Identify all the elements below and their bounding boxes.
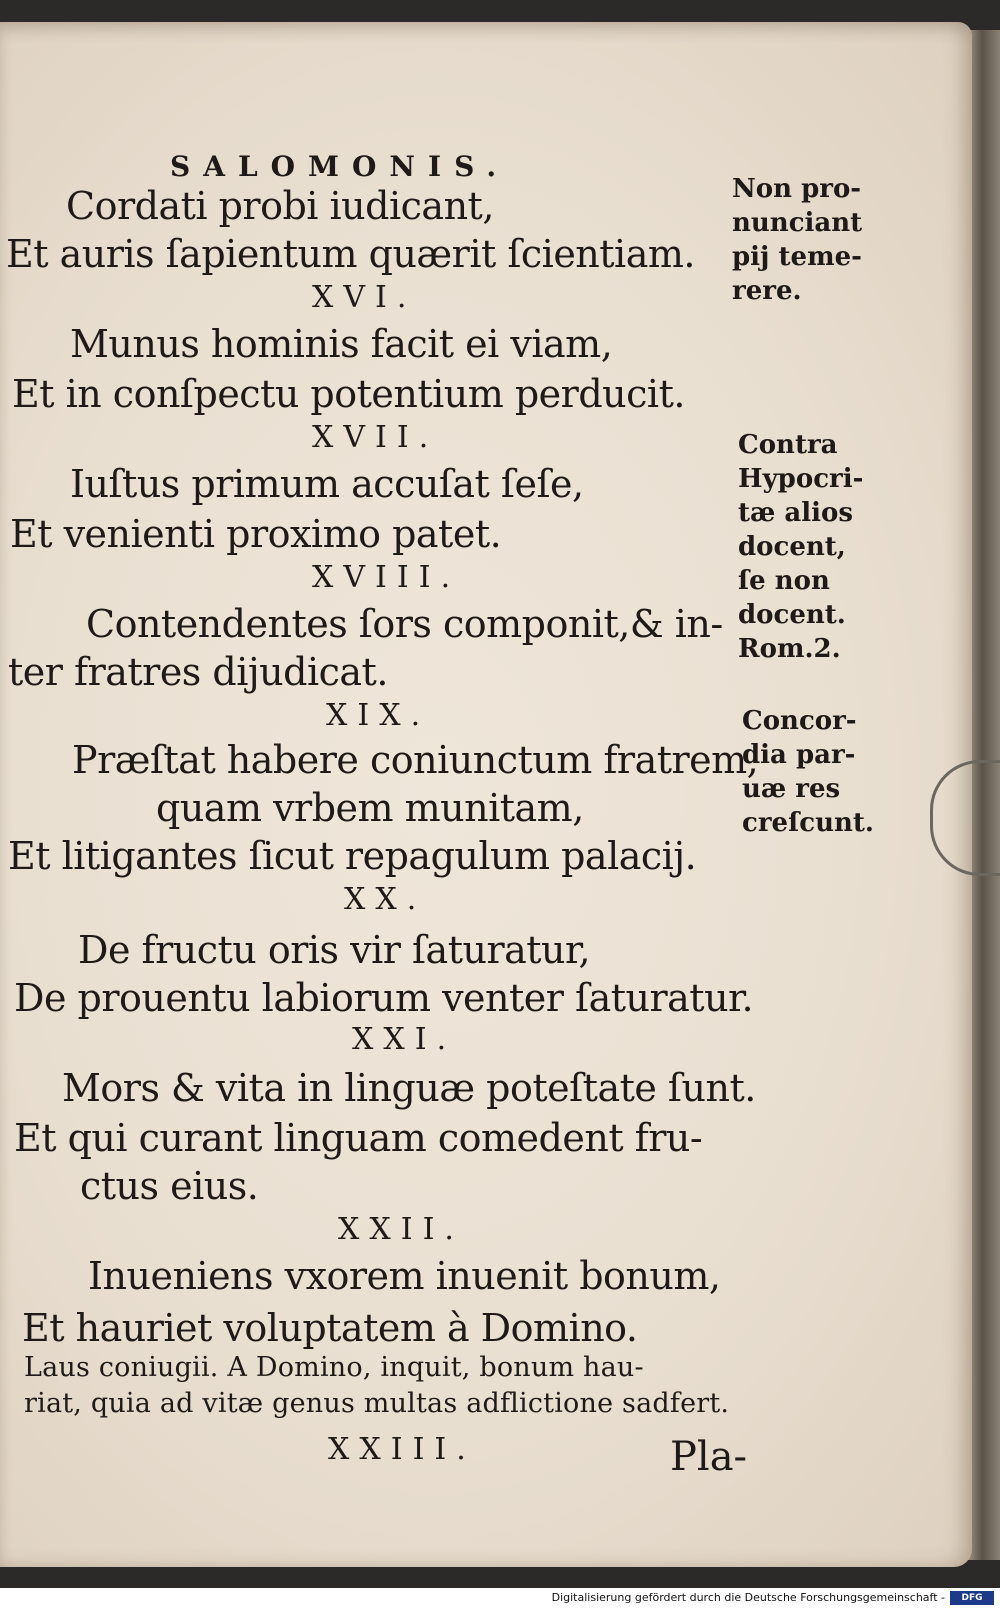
- funding-credit: Digitalisierung gefördert durch die Deutsche Forschungsgemeinschaft -: [551, 1591, 945, 1604]
- verse-line: ctus eius.: [80, 1164, 259, 1208]
- book-page: [0, 22, 972, 1567]
- verse-line: quam vrbem munitam,: [156, 786, 584, 830]
- verse-numeral: XVI.: [312, 280, 417, 315]
- verse-line: Et in conſpectu potentium perducit.: [12, 372, 685, 416]
- verse-line: Et litigantes ſicut repagulum palacij.: [8, 834, 697, 878]
- verse-line: Præſtat habere coniunctum fratrem,: [72, 738, 759, 782]
- verse-line: Munus hominis facit ei viam,: [70, 322, 613, 366]
- running-title: SALOMONIS.: [170, 150, 510, 183]
- marginal-note: [738, 428, 863, 666]
- marginal-note-line: docent,: [738, 532, 846, 562]
- marginal-note-line: creſcunt.: [742, 808, 874, 838]
- verse-numeral: XVII.: [312, 420, 439, 455]
- marginal-note-line: tæ alios: [738, 498, 853, 528]
- marginal-note-line: Hypocri-: [738, 464, 864, 494]
- verse-numeral: XIX.: [326, 698, 431, 733]
- catchword: Pla-: [670, 1434, 748, 1480]
- verse-numeral: XVIII.: [312, 560, 461, 595]
- commentary-line: riat, quia ad vitæ genus multas adflictione sadfert.: [24, 1388, 730, 1419]
- verse-line: Iuſtus primum accuſat ſeſe,: [70, 462, 584, 506]
- marginal-note-line: pij teme-: [732, 242, 862, 272]
- marginal-note-line: dia par-: [742, 740, 856, 770]
- digitization-footer: [0, 1588, 1000, 1609]
- verse-line: Et qui curant linguam comedent fru-: [14, 1116, 703, 1160]
- marginal-note-line: ſe non: [738, 566, 830, 596]
- marginal-note-line: nunciant: [732, 208, 863, 238]
- verse-line: Et auris ſapientum quærit ſcientiam.: [6, 232, 695, 276]
- verse-line: Et hauriet voluptatem à Domino.: [22, 1306, 638, 1350]
- marginal-note: [742, 704, 874, 840]
- marginal-note-line: rere.: [732, 276, 802, 306]
- verse-line: De prouentu labiorum venter ſaturatur.: [14, 976, 754, 1020]
- verse-line: Inueniens vxorem inuenit bonum,: [88, 1254, 721, 1298]
- dfg-logo: DFG: [950, 1591, 994, 1605]
- verse-line: De fructu oris vir ſaturatur,: [78, 928, 591, 972]
- marginal-note-line: docent.: [738, 600, 846, 630]
- marginal-note-line: Non pro-: [732, 174, 862, 204]
- verse-numeral: XXII.: [338, 1212, 464, 1247]
- marginal-note-line: uæ res: [742, 774, 841, 804]
- verse-numeral: XXIII.: [328, 1432, 476, 1467]
- verse-line: Mors & vita in linguæ poteſtate ſunt.: [62, 1066, 756, 1110]
- commentary-line: Laus coniugii. A Domino, inquit, bonum hau-: [24, 1352, 644, 1383]
- verse-numeral: XXI.: [352, 1022, 457, 1057]
- marginal-note-line: Contra: [738, 430, 838, 460]
- verse-line: Cordati probi iudicant,: [66, 184, 494, 228]
- verse-numeral: XX.: [344, 882, 427, 917]
- marginal-note-line: Concor-: [742, 706, 857, 736]
- verse-line: Et venienti proximo patet.: [10, 512, 502, 556]
- verse-line: ter fratres dijudicat.: [8, 650, 388, 694]
- marginal-note: [732, 172, 862, 308]
- marginal-note-line: Rom.2.: [738, 634, 841, 664]
- verse-line: Contendentes ſors componit,& in-: [86, 602, 723, 646]
